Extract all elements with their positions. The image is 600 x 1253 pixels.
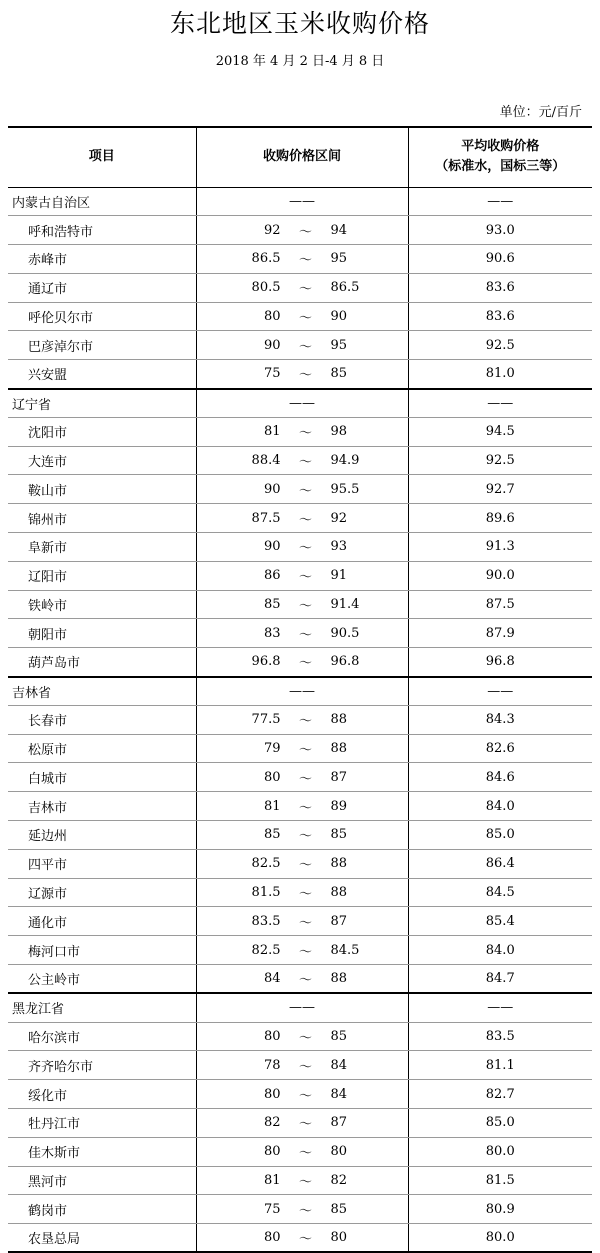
table-row: [8, 245, 592, 274]
price-range-cell: [196, 849, 408, 878]
table-row: [8, 705, 592, 734]
price-low: 87.5: [251, 510, 281, 526]
price-high: 88: [330, 971, 348, 987]
table-row: [8, 907, 592, 936]
price-low: 90: [263, 337, 281, 353]
avg-price: 84.5: [408, 878, 592, 907]
city-name: 延边州: [8, 821, 196, 850]
price-low: 86.5: [251, 251, 281, 267]
city-name: 齐齐哈尔市: [8, 1051, 196, 1080]
city-name: 农垦总局: [8, 1224, 196, 1253]
price-range: [197, 509, 408, 528]
price-range-cell: [196, 475, 408, 504]
price-high: 93: [330, 539, 348, 555]
table-row: [8, 1137, 592, 1166]
price-range: [197, 1056, 408, 1075]
range-placeholder: ——: [196, 993, 408, 1022]
price-range-cell: [196, 446, 408, 475]
price-range: [197, 912, 408, 931]
table-row: [8, 965, 592, 994]
avg-placeholder: ——: [408, 677, 592, 706]
price-range: [197, 537, 408, 556]
price-high: 90.5: [330, 625, 360, 641]
table-row: [8, 1022, 592, 1051]
price-low: 80: [263, 309, 281, 325]
range-separator: ～: [298, 973, 312, 989]
price-range: [197, 1171, 408, 1190]
avg-placeholder: ——: [408, 993, 592, 1022]
price-low: 82.5: [251, 856, 281, 872]
avg-price: 85.0: [408, 1109, 592, 1138]
range-separator: ～: [298, 599, 312, 615]
city-name: 哈尔滨市: [8, 1022, 196, 1051]
table-row: [8, 734, 592, 763]
range-separator: ～: [298, 1146, 312, 1162]
city-name: 鹤岗市: [8, 1195, 196, 1224]
province-name: 内蒙古自治区: [8, 187, 196, 216]
price-range: [197, 595, 408, 614]
city-name: 长春市: [8, 705, 196, 734]
price-low: 83.5: [251, 913, 281, 929]
price-high: 88: [330, 856, 348, 872]
price-high: 82: [330, 1172, 348, 1188]
city-name: 锦州市: [8, 504, 196, 533]
range-separator: ～: [298, 541, 312, 557]
price-range: [197, 969, 408, 988]
table-row: [8, 475, 592, 504]
price-range-cell: [196, 648, 408, 677]
price-low: 78: [263, 1057, 281, 1073]
range-separator: ～: [298, 282, 312, 298]
price-low: 88.4: [251, 453, 281, 469]
province-row: [8, 389, 592, 418]
city-name: 黑河市: [8, 1166, 196, 1195]
price-range-cell: [196, 1166, 408, 1195]
table-row: [8, 1224, 592, 1253]
price-low: 84: [263, 971, 281, 987]
price-high: 85: [330, 1029, 348, 1044]
price-range-cell: [196, 1051, 408, 1080]
range-separator: ～: [298, 915, 312, 931]
price-range-cell: [196, 504, 408, 533]
city-name: 呼伦贝尔市: [8, 302, 196, 331]
range-placeholder: ——: [196, 187, 408, 216]
header-item: 项目: [8, 127, 196, 187]
price-range: [197, 1200, 408, 1219]
price-range: [197, 941, 408, 960]
city-name: 赤峰市: [8, 245, 196, 274]
price-table: [8, 126, 592, 1253]
avg-price: 84.0: [408, 792, 592, 821]
table-row: [8, 936, 592, 965]
price-range: [197, 710, 408, 729]
price-low: 96.8: [251, 654, 281, 670]
price-range-cell: [196, 907, 408, 936]
price-high: 92: [330, 510, 348, 526]
price-range-cell: [196, 360, 408, 389]
city-name: 大连市: [8, 446, 196, 475]
price-high: 85: [330, 1201, 348, 1217]
price-range: [197, 221, 408, 240]
table-row: [8, 648, 592, 677]
avg-price: 87.5: [408, 590, 592, 619]
avg-price: 85.4: [408, 907, 592, 936]
avg-price: 87.9: [408, 619, 592, 648]
province-name: 吉林省: [8, 677, 196, 706]
price-high: 95.5: [330, 481, 360, 497]
price-high: 90: [330, 309, 348, 325]
price-range-cell: [196, 302, 408, 331]
price-range-cell: [196, 965, 408, 994]
price-low: 86: [263, 568, 281, 584]
city-name: 通化市: [8, 907, 196, 936]
price-range-cell: [196, 1137, 408, 1166]
price-range-cell: [196, 1195, 408, 1224]
price-range: [197, 1027, 408, 1046]
range-separator: ～: [298, 1059, 312, 1075]
city-name: 朝阳市: [8, 619, 196, 648]
price-range-cell: [196, 763, 408, 792]
table-row: [8, 1166, 592, 1195]
header-avg: [408, 127, 592, 187]
table-row: [8, 1080, 592, 1109]
range-placeholder: ——: [196, 677, 408, 706]
price-low: 80.5: [251, 280, 281, 296]
table-row: [8, 1195, 592, 1224]
price-low: 82: [263, 1115, 281, 1131]
price-range: [197, 480, 408, 499]
table-row: [8, 360, 592, 389]
price-low: 83: [263, 625, 281, 641]
price-range-cell: [196, 417, 408, 446]
price-range: [197, 768, 408, 787]
table-row: [8, 849, 592, 878]
range-separator: ～: [298, 743, 312, 759]
price-low: 80: [263, 769, 281, 785]
price-high: 85: [330, 366, 348, 382]
city-name: 佳木斯市: [8, 1137, 196, 1166]
table-row: [8, 1051, 592, 1080]
price-low: 80: [263, 1029, 281, 1044]
date-range: 2018 年 4 月 2 日-4 月 8 日: [215, 54, 385, 69]
price-low: 90: [263, 481, 281, 497]
price-range: [197, 854, 408, 873]
price-low: 81.5: [251, 885, 281, 901]
avg-placeholder: ——: [408, 389, 592, 418]
city-name: 呼和浩特市: [8, 216, 196, 245]
table-row: [8, 533, 592, 562]
avg-price: 92.5: [408, 446, 592, 475]
price-range-cell: [196, 792, 408, 821]
avg-placeholder: ——: [408, 187, 592, 216]
header-range: 收购价格区间: [196, 127, 408, 187]
price-low: 92: [263, 222, 281, 238]
price-low: 81: [263, 1172, 281, 1188]
price-high: 85: [330, 827, 348, 843]
price-range: [197, 1085, 408, 1104]
avg-price: 89.6: [408, 504, 592, 533]
price-high: 87: [330, 769, 348, 785]
avg-price: 81.1: [408, 1051, 592, 1080]
range-separator: ～: [298, 944, 312, 960]
avg-price: 84.7: [408, 965, 592, 994]
range-placeholder: ——: [196, 389, 408, 418]
range-separator: ～: [298, 253, 312, 269]
city-name: 松原市: [8, 734, 196, 763]
price-high: 95: [330, 251, 348, 267]
price-range: [197, 825, 408, 844]
price-low: 85: [263, 597, 281, 613]
range-separator: ～: [298, 1203, 312, 1219]
table-header-row: [8, 127, 592, 187]
avg-price: 81.5: [408, 1166, 592, 1195]
price-high: 80: [330, 1230, 348, 1246]
unit-label: 单位：元/百斤: [499, 105, 582, 120]
price-low: 85: [263, 827, 281, 843]
city-name: 牡丹江市: [8, 1109, 196, 1138]
avg-price: 90.6: [408, 245, 592, 274]
price-range-cell: [196, 705, 408, 734]
price-low: 75: [263, 366, 281, 382]
avg-price: 96.8: [408, 648, 592, 677]
table-row: [8, 446, 592, 475]
range-separator: ～: [298, 1088, 312, 1104]
city-name: 辽阳市: [8, 561, 196, 590]
table-row: [8, 302, 592, 331]
price-range: [197, 1113, 408, 1132]
table-row: [8, 821, 592, 850]
range-separator: ～: [298, 368, 312, 384]
avg-price: 94.5: [408, 417, 592, 446]
avg-price: 93.0: [408, 216, 592, 245]
city-name: 巴彦淖尔市: [8, 331, 196, 360]
avg-price: 80.9: [408, 1195, 592, 1224]
avg-price: 80.0: [408, 1224, 592, 1253]
range-separator: ～: [298, 1232, 312, 1248]
province-row: [8, 993, 592, 1022]
price-high: 88: [330, 741, 348, 757]
city-name: 辽源市: [8, 878, 196, 907]
price-range-cell: [196, 936, 408, 965]
price-range: [197, 278, 408, 297]
price-range: [197, 739, 408, 758]
price-range: [197, 307, 408, 326]
price-high: 84: [330, 1086, 348, 1102]
table-row: [8, 216, 592, 245]
table-row: [8, 763, 592, 792]
range-separator: ～: [298, 483, 312, 499]
price-low: 82.5: [251, 942, 281, 958]
range-separator: ～: [298, 714, 312, 730]
table-row: [8, 561, 592, 590]
price-range-cell: [196, 216, 408, 245]
avg-price: 90.0: [408, 561, 592, 590]
price-low: 79: [263, 741, 281, 757]
range-separator: ～: [298, 570, 312, 586]
price-low: 80: [263, 1230, 281, 1246]
price-high: 88: [330, 712, 348, 728]
price-range-cell: [196, 734, 408, 763]
city-name: 沈阳市: [8, 417, 196, 446]
price-range: [197, 1142, 408, 1161]
range-separator: ～: [298, 829, 312, 845]
city-name: 鞍山市: [8, 475, 196, 504]
price-high: 95: [330, 337, 348, 353]
price-range: [197, 249, 408, 268]
price-range-cell: [196, 590, 408, 619]
range-separator: ～: [298, 455, 312, 471]
province-row: [8, 187, 592, 216]
price-range-cell: [196, 273, 408, 302]
price-high: 94.9: [330, 453, 360, 469]
price-high: 87: [330, 913, 348, 929]
province-row: [8, 677, 592, 706]
avg-price: 80.0: [408, 1137, 592, 1166]
price-range: [197, 566, 408, 585]
range-separator: ～: [298, 858, 312, 874]
price-high: 84: [330, 1057, 348, 1073]
city-name: 四平市: [8, 849, 196, 878]
avg-price: 85.0: [408, 821, 592, 850]
province-name: 黑龙江省: [8, 993, 196, 1022]
avg-price: 92.7: [408, 475, 592, 504]
avg-price: 83.5: [408, 1022, 592, 1051]
city-name: 吉林市: [8, 792, 196, 821]
avg-price: 86.4: [408, 849, 592, 878]
price-high: 84.5: [330, 942, 360, 958]
header-avg-line2: （标准水，国标三等）: [435, 159, 566, 175]
price-low: 80: [263, 1086, 281, 1102]
price-range-cell: [196, 878, 408, 907]
price-low: 80: [263, 1144, 281, 1160]
price-range-cell: [196, 1109, 408, 1138]
price-range: [197, 883, 408, 902]
price-high: 96.8: [330, 654, 360, 670]
price-high: 91.4: [330, 597, 360, 613]
price-range-cell: [196, 331, 408, 360]
range-separator: ～: [298, 887, 312, 903]
range-separator: ～: [298, 311, 312, 327]
page-title: 东北地区玉米收购价格: [169, 9, 430, 38]
price-range-cell: [196, 1080, 408, 1109]
price-low: 75: [263, 1201, 281, 1217]
avg-price: 91.3: [408, 533, 592, 562]
price-range-cell: [196, 561, 408, 590]
price-low: 81: [263, 424, 281, 440]
range-separator: ～: [298, 1117, 312, 1133]
city-name: 绥化市: [8, 1080, 196, 1109]
price-high: 98: [330, 424, 348, 440]
city-name: 铁岭市: [8, 590, 196, 619]
avg-price: 82.6: [408, 734, 592, 763]
city-name: 白城市: [8, 763, 196, 792]
price-low: 90: [263, 539, 281, 555]
price-range-cell: [196, 821, 408, 850]
city-name: 葫芦岛市: [8, 648, 196, 677]
city-name: 阜新市: [8, 533, 196, 562]
price-range: [197, 422, 408, 441]
price-range: [197, 364, 408, 383]
price-high: 89: [330, 798, 348, 814]
avg-price: 83.6: [408, 273, 592, 302]
header-avg-line1: 平均收购价格: [461, 139, 540, 155]
city-name: 公主岭市: [8, 965, 196, 994]
range-separator: ～: [298, 339, 312, 355]
range-separator: ～: [298, 1031, 312, 1046]
price-high: 87: [330, 1115, 348, 1131]
city-name: 梅河口市: [8, 936, 196, 965]
price-high: 91: [330, 568, 348, 584]
range-separator: ～: [298, 771, 312, 787]
province-name: 辽宁省: [8, 389, 196, 418]
range-separator: ～: [298, 656, 312, 672]
price-range-cell: [196, 1224, 408, 1253]
table-row: [8, 619, 592, 648]
avg-price: 84.6: [408, 763, 592, 792]
price-range: [197, 624, 408, 643]
price-high: 86.5: [330, 280, 360, 296]
price-low: 77.5: [251, 712, 281, 728]
range-separator: ～: [298, 800, 312, 816]
price-range: [197, 451, 408, 470]
avg-price: 83.6: [408, 302, 592, 331]
table-row: [8, 273, 592, 302]
avg-price: 82.7: [408, 1080, 592, 1109]
table-row: [8, 792, 592, 821]
price-range-cell: [196, 245, 408, 274]
range-separator: ～: [298, 224, 312, 240]
price-range-cell: [196, 533, 408, 562]
price-high: 80: [330, 1144, 348, 1160]
table-row: [8, 331, 592, 360]
table-row: [8, 878, 592, 907]
price-low: 81: [263, 798, 281, 814]
price-range: [197, 652, 408, 671]
price-high: 94: [330, 222, 348, 238]
price-range-cell: [196, 619, 408, 648]
avg-price: 84.0: [408, 936, 592, 965]
table-row: [8, 417, 592, 446]
price-high: 88: [330, 885, 348, 901]
city-name: 兴安盟: [8, 360, 196, 389]
price-range: [197, 1228, 408, 1247]
price-range: [197, 797, 408, 816]
price-range: [197, 336, 408, 355]
avg-price: 81.0: [408, 360, 592, 389]
city-name: 通辽市: [8, 273, 196, 302]
avg-price: 92.5: [408, 331, 592, 360]
range-separator: ～: [298, 627, 312, 643]
avg-price: 84.3: [408, 705, 592, 734]
table-body: [8, 187, 592, 1252]
table-row: [8, 504, 592, 533]
price-range-cell: [196, 1022, 408, 1051]
range-separator: ～: [298, 1174, 312, 1190]
range-separator: ～: [298, 512, 312, 528]
table-row: [8, 1109, 592, 1138]
range-separator: ～: [298, 426, 312, 442]
table-row: [8, 590, 592, 619]
